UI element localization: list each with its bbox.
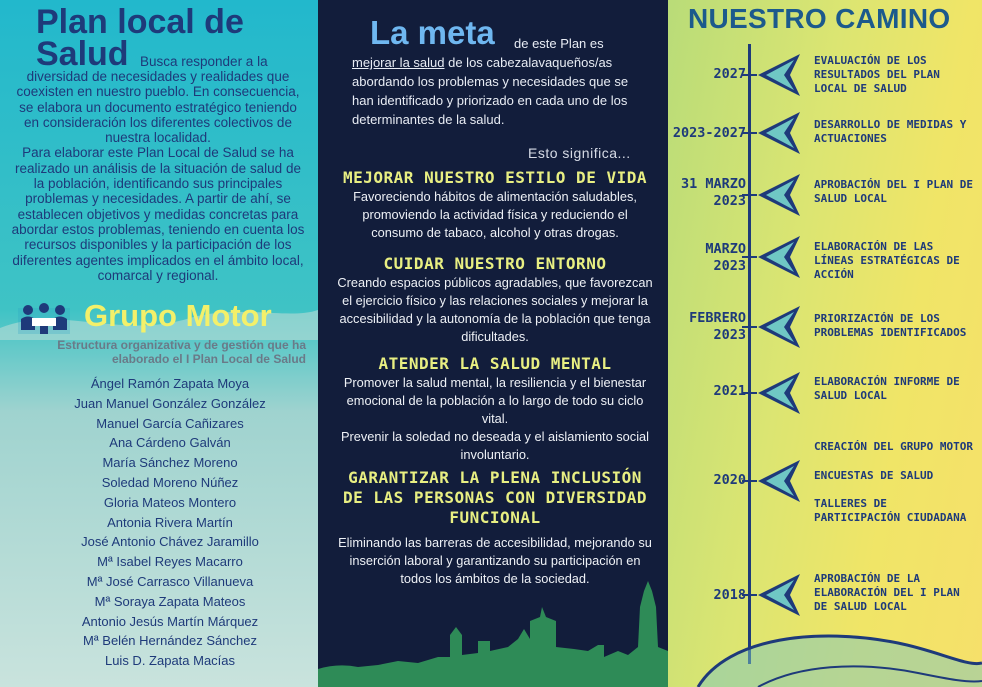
goal-section — [336, 354, 654, 464]
list-item: Ana Cárdeno Galván — [109, 435, 231, 451]
chevron-left-icon — [754, 110, 804, 156]
list-item: Gloria Mateos Montero — [103, 494, 237, 510]
plan-body-paragraph: Para elaborar este Plan Local de Salud se ha realizado un análisis de la situación de salud de la población, identificando sus principales problemas y necesidades. A partir de ahí, se establecen objetivos y medidas concretas para abordar estos problemas, teniendo en cuenta los recursos disponibles y la participación de los diferentes agentes implicados en el ámbito local, comarcal y regional. — [11, 145, 305, 283]
meta-intro-underlined: mejorar la salud — [352, 55, 445, 70]
goal-heading: MEJORAR NUESTRO ESTILO DE VIDA — [343, 168, 647, 187]
meeting-icon — [18, 302, 70, 336]
timeline-desc: DESARROLLO DE MEDIDAS Y ACTUACIONES — [814, 118, 967, 145]
chevron-left-icon — [754, 52, 804, 98]
goal-text: Creando espacios públicos agradables, que favorezcan el ejercicio físico y las relaciones sociales y mejorar la accesibilidad y la autonomía de la población que tenga dificultades. — [337, 275, 653, 344]
timeline-date: 2027 — [713, 66, 746, 82]
list-item: Luis D. Zapata Macías — [104, 653, 236, 669]
timeline-date: 2023-2027 — [672, 125, 746, 141]
list-item: Mª Isabel Reyes Macarro — [97, 554, 243, 570]
meta-title: La meta — [370, 14, 495, 51]
plan-title-line1: Plan local de — [36, 3, 244, 41]
timeline-date: MARZO 2023 — [705, 241, 746, 274]
timeline-desc: ELABORACIÓN DE LAS LÍNEAS ESTRATÉGICAS DE ACCIÓN — [814, 240, 960, 281]
timeline-desc: APROBACIÓN DEL I PLAN DE SALUD LOCAL — [814, 178, 973, 205]
timeline-date: 2021 — [713, 383, 746, 399]
list-item: Antonio Jesús Martín Márquez — [81, 613, 259, 629]
timeline-desc: APROBACIÓN DE LA ELABORACIÓN DEL I PLAN DE SALUD LOCAL — [814, 572, 960, 613]
list-item: Juan Manuel González González — [74, 395, 266, 411]
timeline-desc: CREACIÓN DEL GRUPO MOTOR — [814, 440, 973, 453]
chevron-left-icon — [754, 572, 804, 618]
member-list — [40, 374, 300, 671]
goal-section — [336, 168, 654, 242]
list-item: Ángel Ramón Zapata Moya — [90, 376, 250, 391]
timeline-date: 2020 — [713, 472, 746, 488]
goal-text: Favoreciendo hábitos de alimentación saludables, promoviendo la actividad física y reduciendo el consumo de tabaco, alcohol y otras drogas. — [353, 189, 637, 240]
timeline-desc: PRIORIZACIÓN DE LOS PROBLEMAS IDENTIFICADOS — [814, 312, 967, 339]
timeline-desc: EVALUACIÓN DE LOS RESULTADOS DEL PLAN LOCAL DE SALUD — [814, 54, 940, 95]
chevron-left-icon — [754, 458, 804, 504]
timeline-desc: TALLERES DE PARTICIPACIÓN CIUDADANA — [814, 497, 967, 524]
goal-text-2: Prevenir la soledad no deseada y el aislamiento social involuntario. — [340, 429, 650, 462]
goal-heading: CUIDAR NUESTRO ENTORNO — [383, 254, 607, 273]
list-item: María Sánchez Moreno — [102, 455, 238, 471]
timeline-date: 31 MARZO 2023 — [680, 176, 746, 209]
plan-body-paragraph: diversidad de necesidades y realidades que coexisten en nuestro pueblo. En consecuencia, se elabora un documento estratégico teniendo en consideración los diferentes colectivos de nuestra localidad. — [16, 69, 300, 146]
goal-heading: ATENDER LA SALUD MENTAL — [378, 354, 612, 373]
goal-section — [336, 254, 654, 346]
list-item: Mª Belén Hernández Sánchez — [83, 633, 257, 649]
timeline-date: FEBRERO 2023 — [689, 310, 746, 343]
list-item: Antonia Rivera Martín — [107, 514, 233, 530]
list-item: Mª Soraya Zapata Mateos — [94, 593, 246, 609]
goal-heading: GARANTIZAR LA PLENA INCLUSIÓN DE LAS PERSONAS CON DIVERSIDAD FUNCIONAL — [343, 468, 647, 527]
list-item: Mª José Carrasco Villanueva — [86, 573, 254, 589]
goal-text: Eliminando las barreras de accesibilidad, mejorando su inserción laboral y garantizando su participación en todos los ámbitos de la sociedad. — [338, 535, 652, 586]
meta-intro — [352, 34, 652, 129]
timeline-date: 2018 — [713, 587, 746, 603]
chevron-left-icon — [754, 304, 804, 350]
timeline-axis — [748, 44, 751, 664]
chevron-left-icon — [754, 370, 804, 416]
goal-text: Promover la salud mental, la resiliencia y el bienestar emocional de la población a lo largo de todo su ciclo vital. — [343, 375, 647, 426]
middle-panel — [318, 0, 668, 687]
list-item: Manuel García Cañizares — [96, 415, 244, 431]
plan-intro-inline: Busca responder a la — [140, 54, 268, 69]
timeline-title: NUESTRO CAMINO — [688, 3, 951, 34]
timeline-desc: ENCUESTAS DE SALUD — [814, 469, 934, 482]
signifies-label: Esto significa... — [528, 145, 631, 161]
grupo-motor-subtitle: Estructura organizativa y de gestión que ha elaborado el I Plan Local de Salud — [57, 338, 306, 366]
right-panel — [668, 0, 982, 687]
timeline-desc: ELABORACIÓN INFORME DE SALUD LOCAL — [814, 375, 960, 402]
meta-intro-rest: de los cabezalavaqueños/as abordando los problemas y necesidades que se han identificado y priorizado en cada uno de los determinantes de la salud. — [352, 55, 629, 127]
chevron-left-icon — [754, 234, 804, 280]
chevron-left-icon — [754, 172, 804, 218]
grupo-motor-title: Grupo Motor — [84, 298, 272, 333]
list-item: Soledad Moreno Núñez — [101, 474, 239, 490]
plan-body — [10, 69, 306, 283]
plan-title-line2: Salud — [36, 35, 129, 73]
left-panel — [0, 0, 318, 687]
wave-decoration — [668, 617, 982, 687]
town-skyline — [318, 577, 668, 687]
goal-section — [336, 468, 654, 588]
meta-intro-lead: de este Plan es — [514, 36, 604, 51]
list-item: José Antonio Chávez Jaramillo — [81, 534, 259, 550]
